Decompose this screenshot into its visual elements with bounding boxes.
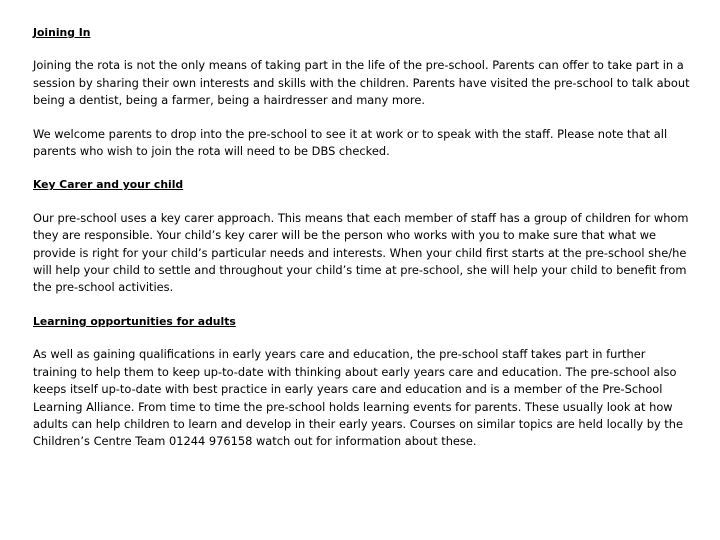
paragraph-learning-opportunities-1: As well as gaining qualifications in early years care and education, the pre-school staff takes part in further training to help them to keep up-to-date with thinking about early years care and education. The pre-school also keeps itself up-to-date with best practice in early years care and education and is a member of the Pre-School Learning Alliance. From time to time the pre-school holds learning events for parents. These usually look at how adults can help children to learn and develop in their early years. Courses on similar topics are held locally by the Children’s Centre Team 01244 976158 watch out for information about these. xyxy=(33,347,683,449)
spacer xyxy=(33,110,693,126)
spacer xyxy=(33,194,693,210)
paragraph-joining-in-1: Joining the rota is not the only means of taking part in the life of the pre-school. Parents can offer to take part in a session by sharing their own interests and skills with the children. Parents have visited the pre-school to talk about being a dentist, being a farmer, being a hairdresser and many more. xyxy=(33,58,690,108)
heading-key-carer: Key Carer and your child xyxy=(33,178,184,192)
heading-learning-opportunities: Learning opportunities for adults xyxy=(33,314,236,328)
spacer xyxy=(33,297,693,313)
paragraph-joining-in-2: We welcome parents to drop into the pre-school to see it at work or to speak with the staff. Please note that all parents who wish to join the rota will need to be DBS checked. xyxy=(33,126,668,159)
document-page xyxy=(33,24,693,451)
spacer xyxy=(33,330,693,346)
spacer xyxy=(33,41,693,57)
heading-joining-in: Joining In xyxy=(33,26,91,39)
paragraph-key-carer-1: Our pre-school uses a key carer approach. This means that each member of staff has a group of children for whom they are responsible. Your child’s key carer will be the person who works with you to make sure that what we provide is right for your child’s particular needs and interests. When your child first starts at the pre-school she/he will help your child to settle and throughout your child’s time at pre-school, she will help your child to benefit from the pre-school activities. xyxy=(33,210,689,295)
spacer xyxy=(33,160,693,176)
